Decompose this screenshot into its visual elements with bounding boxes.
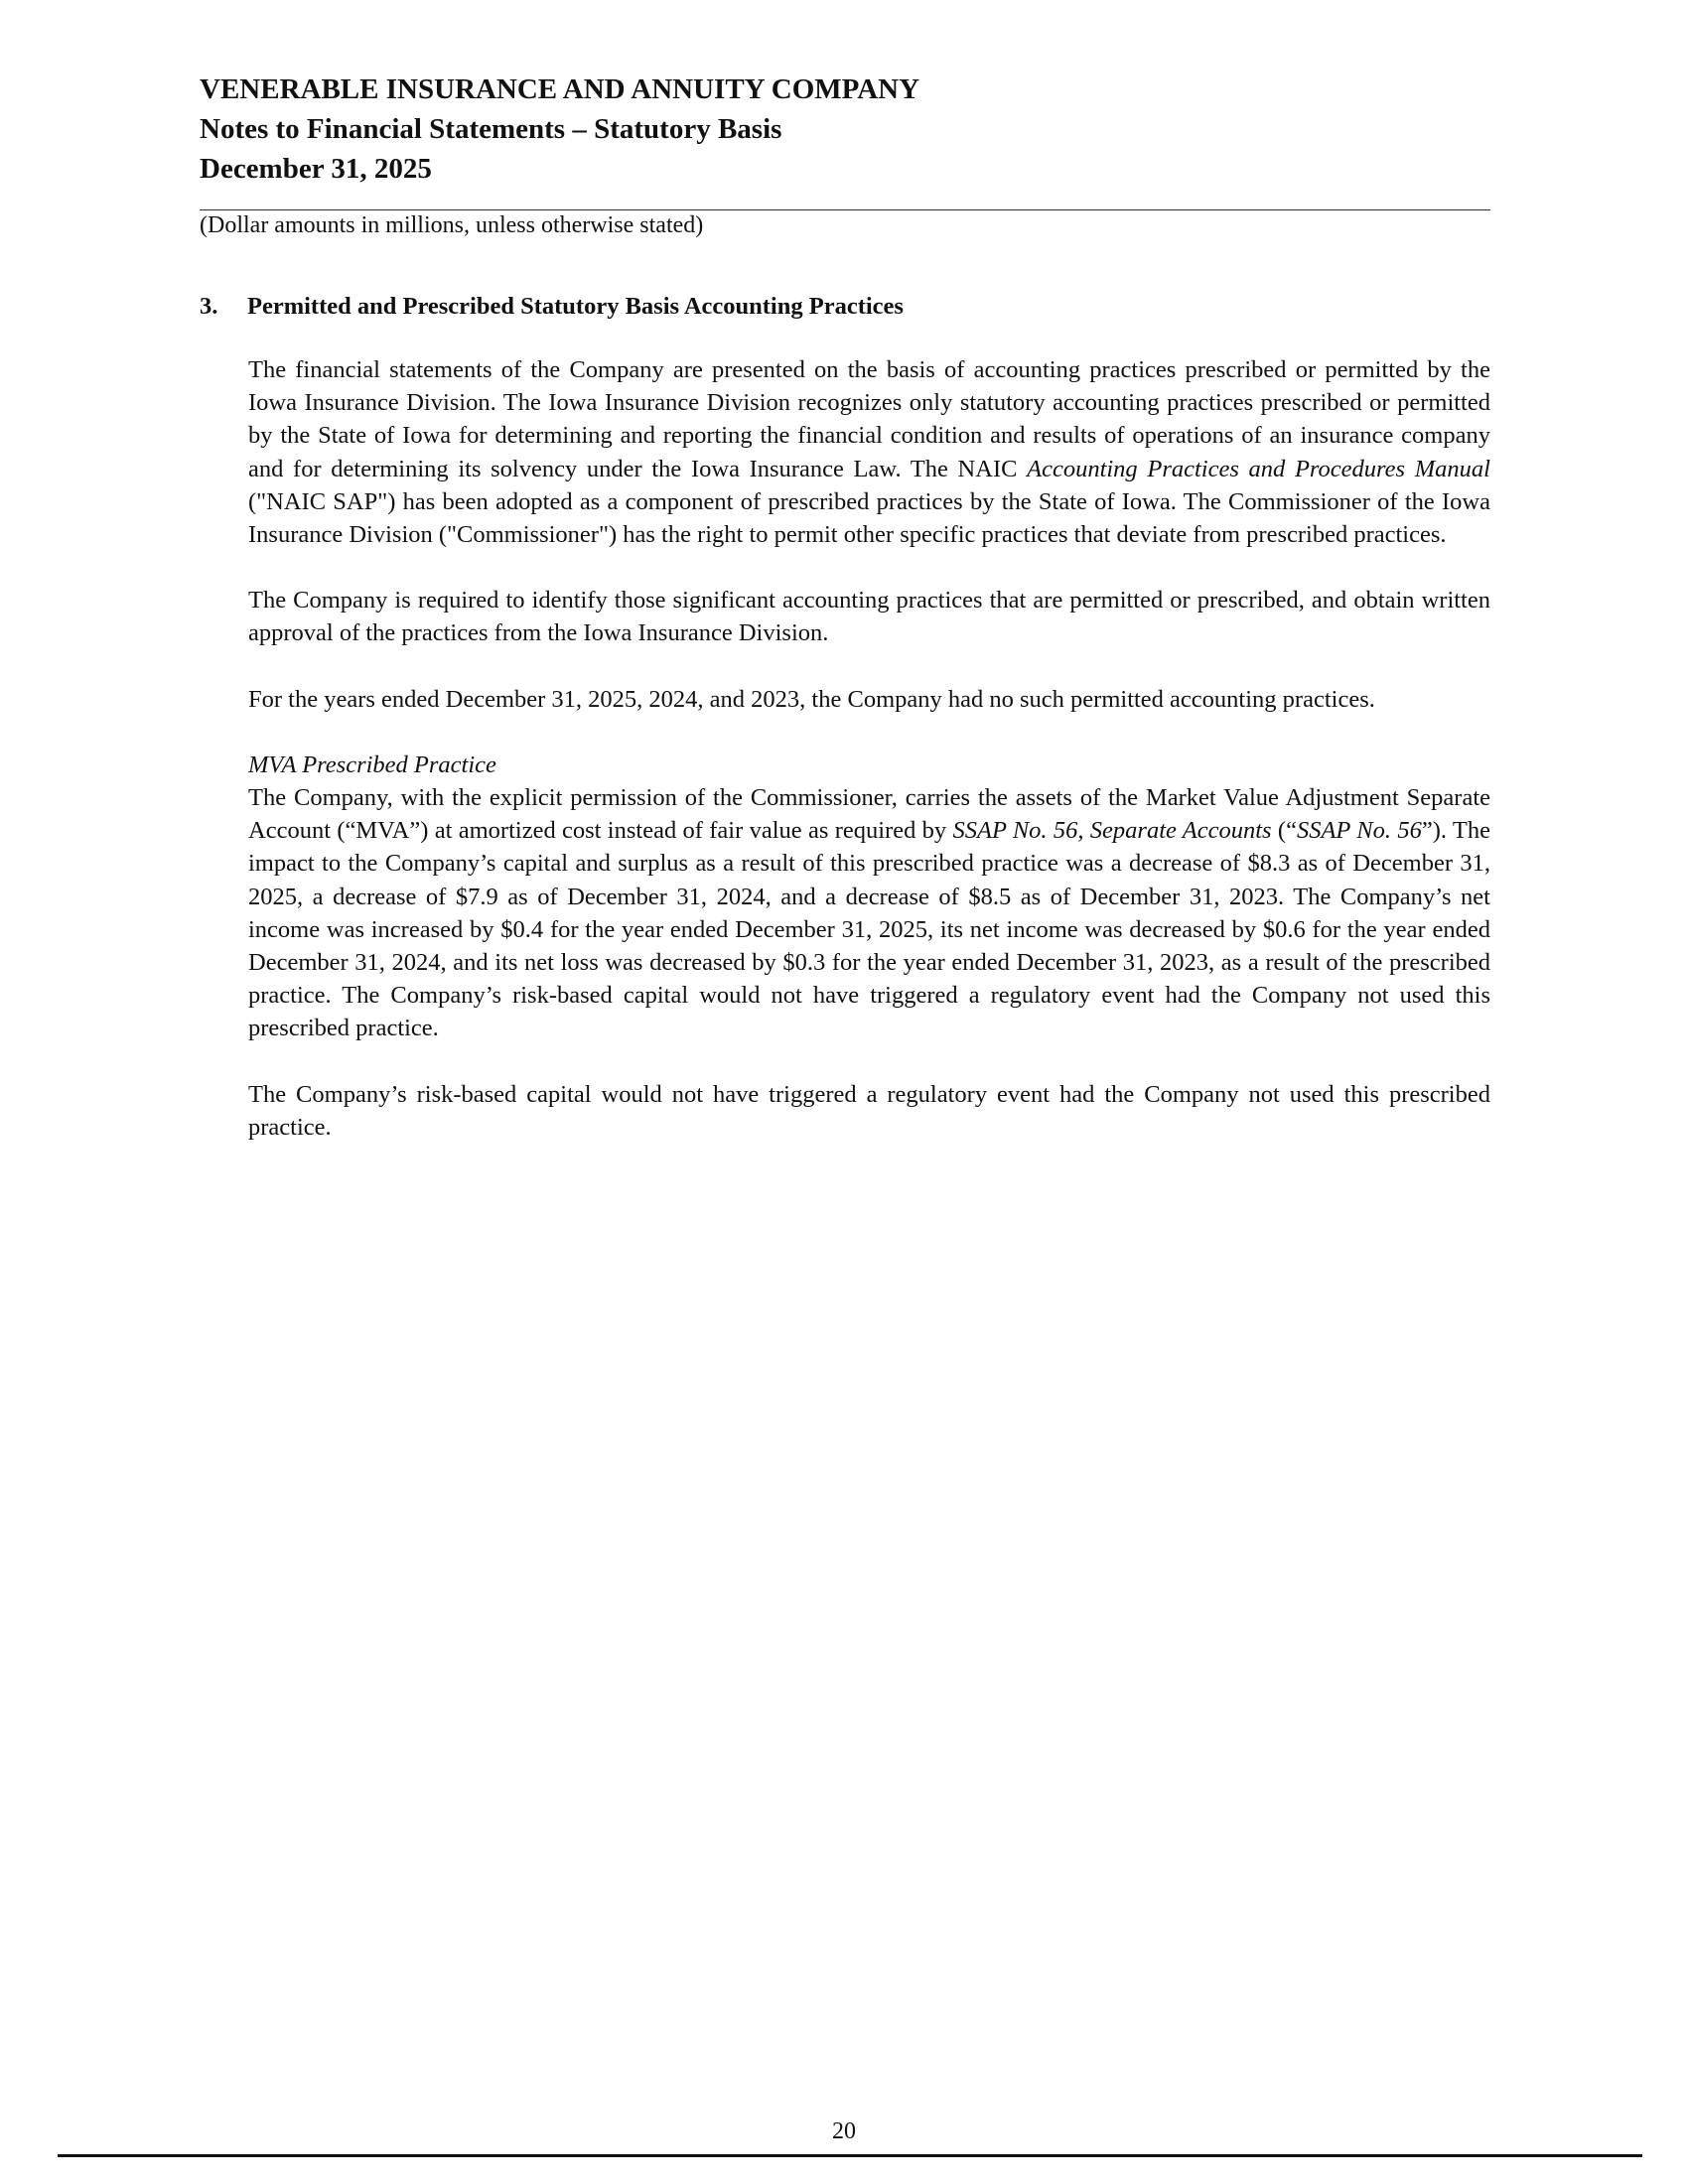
document-header [200,69,1490,189]
units-note: (Dollar amounts in millions, unless otherwise stated) [200,212,704,238]
paragraph-no-permitted-practices: For the years ended December 31, 2025, 2024, and 2023, the Company had no such permitted accounting practices. [248,685,1375,713]
paragraph-identification: The Company is required to identify those significant accounting practices that are permitted or prescribed, and obtain written approval of the practices from the Iowa Insurance Division. [248,587,1490,647]
paragraph-text: ”). The impact to the Company’s capital and surplus as a result of this prescribed practice was a decrease of $8.3 as of December 31, 2025, a decrease of $7.9 as of December 31, 2024, and a decrease of $8.5 as of December 31, 2023. The Company’s net income was increased by $0.4 for the year ended December 31, 2025, its net income was decreased by $0.6 for the year ended December 31, 2024, and its net loss was decreased by $0.3 for the year ended December 31, 2023, as a result of the prescribed practice. The Company’s risk-based capital would not have triggered a regulatory event had the Company not used this prescribed practice. [248,817,1490,1042]
paragraph-text: ("NAIC SAP") has been adopted as a component of prescribed practices by the State of Iowa. The Commissioner of the Iowa Insurance Division ("Commissioner") has the right to permit other specific practices that deviate from prescribed practices. [248,487,1490,549]
section-number: 3. [200,293,218,320]
paragraph-text: The Company, with the explicit permission of the Commissioner, carries the assets of the Market Value Adjustment Separate Account (“MVA”) at amortized cost instead of fair value as required by [248,784,1490,845]
page-number: 20 [832,2118,856,2144]
ssap-reference: SSAP No. 56, Separate Accounts [952,817,1272,845]
document-subtitle: Notes to Financial Statements – Statutory Basis [200,113,782,145]
statement-date: December 31, 2025 [200,153,432,185]
company-name: VENERABLE INSURANCE AND ANNUITY COMPANY [200,73,920,105]
paragraph-text: (“ [1271,817,1297,845]
footer-divider [58,2154,1642,2157]
section-body [248,353,1490,1176]
mva-subtitle: MVA Prescribed Practice [248,751,496,778]
manual-title: Accounting Practices and Procedures Manual [1027,455,1490,482]
ssap-short-reference: SSAP No. 56 [1296,817,1422,845]
section-title: Permitted and Prescribed Statutory Basis Accounting Practices [247,293,904,320]
paragraph-risk-based-capital: The Company’s risk-based capital would not have triggered a regulatory event had the Company not used this prescribed practice. [248,1080,1490,1141]
paragraph-basis-of-presentation [248,353,1490,551]
paragraph-mva-practice [248,749,1490,1045]
section-heading [200,292,904,322]
paragraph-text: The financial statements of the Company are presented on the basis of accounting practices prescribed or permitted by the Iowa Insurance Division. The Iowa Insurance Division recognizes only statutory accounting practices prescribed or permitted by the State of Iowa for determining and reporting the financial condition and results of operations of an insurance company and for determining its solvency under the Iowa Insurance Law. The NAIC [248,356,1490,482]
